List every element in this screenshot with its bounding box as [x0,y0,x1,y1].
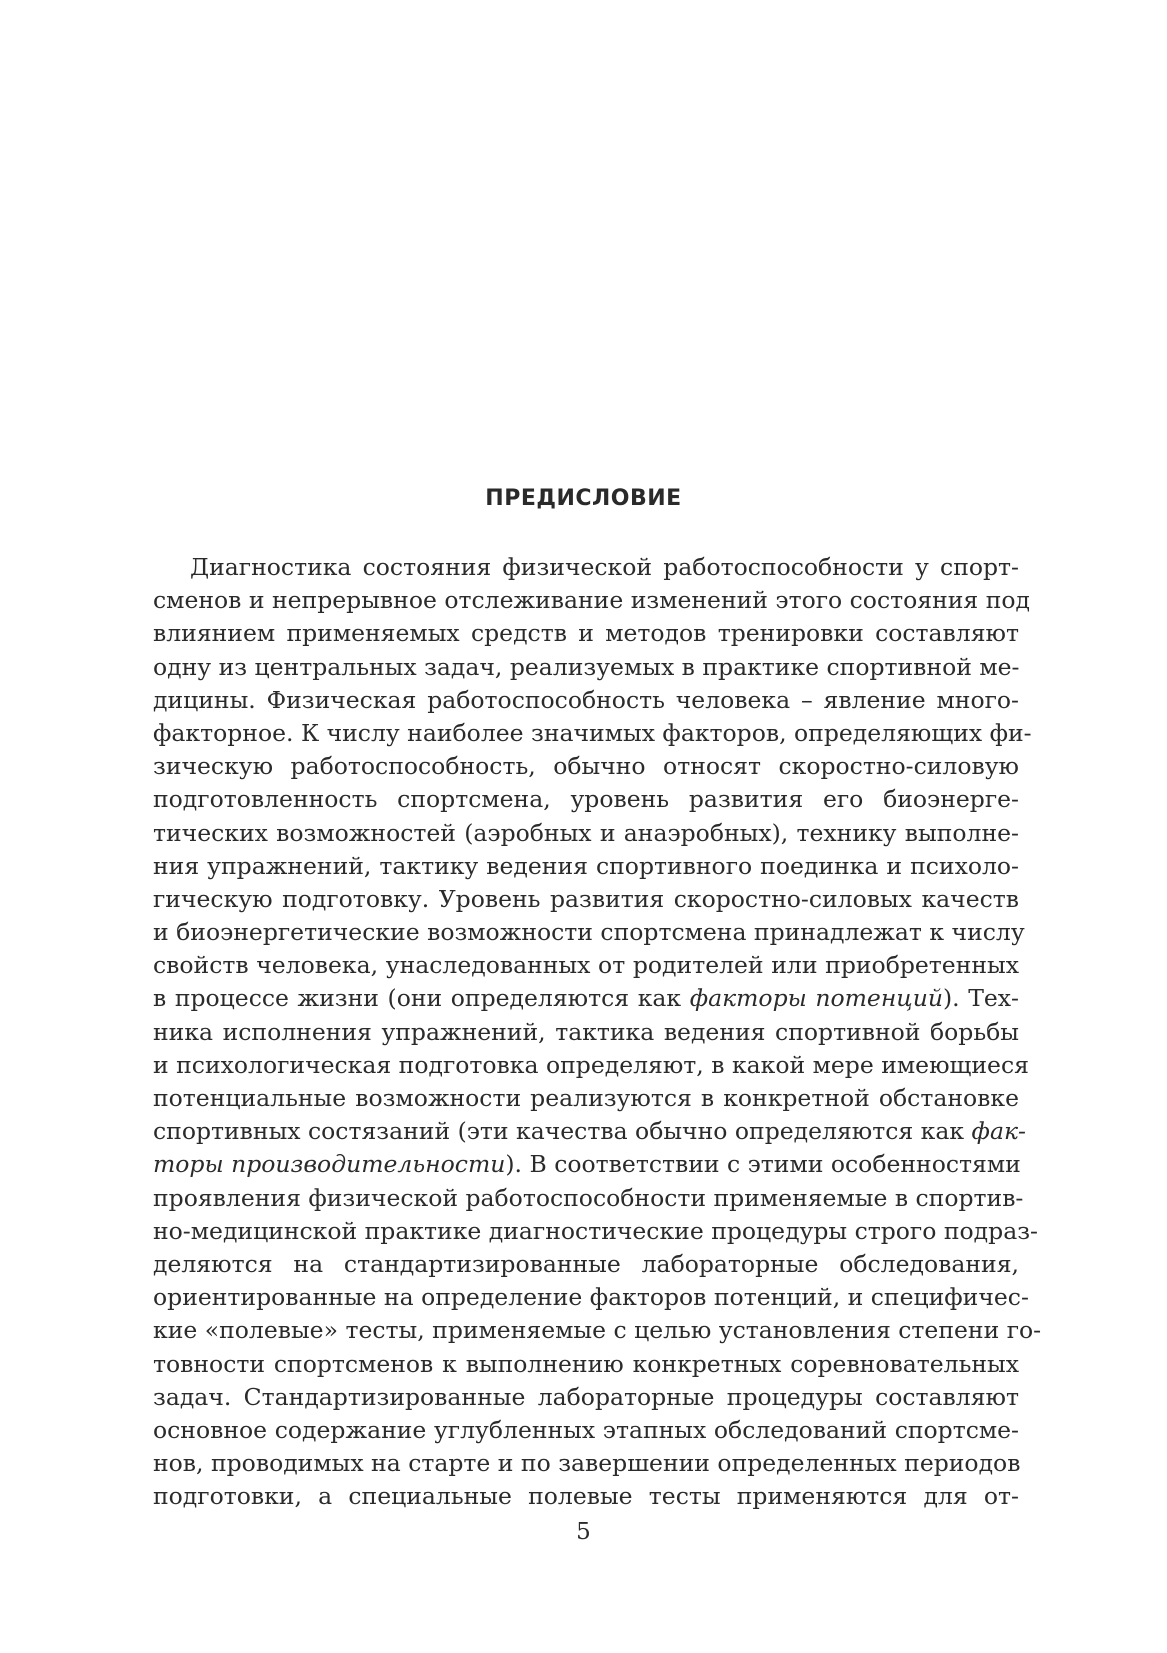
page-number: 5 [576,1519,591,1545]
text-line [153,750,1019,783]
text-line [153,1314,1042,1347]
text-segment: основное содержание углубленных этапных обследований спортсме- [153,1415,1019,1444]
text-line [153,1082,1019,1115]
text-line [153,949,1019,982]
text-segment: кие «полевые» тесты, применяемые с целью установления степени го- [153,1316,1042,1345]
text-segment: сменов и непрерывное отслеживание изменений этого состояния под [153,586,1030,615]
italic-term: факторы потенций [689,984,943,1013]
text-segment: Диагностика состояния физической работоспособности у спорт- [190,553,1019,581]
text-line [153,1480,1019,1513]
preface-body [153,551,1042,1513]
text-segment: подготовленность спортсмена, уровень развития его биоэнерге- [153,785,1019,814]
text-line [153,1182,1024,1215]
text-segment: гическую подготовку. Уровень развития скоростно-силовых качеств [153,884,1019,913]
text-line [153,617,1019,650]
text-segment: ). Тех- [942,984,1019,1013]
text-line [153,684,1019,717]
text-segment: проявления физической работоспособности применяемые в спортив- [153,1183,1024,1212]
text-line [153,1248,1019,1281]
text-segment: задач. Стандартизированные лабораторные процедуры составляют [153,1382,1019,1411]
text-segment: деляются на стандартизированные лабораторные обследования, [153,1249,1019,1278]
text-line [153,717,1032,750]
text-line [153,1049,1029,1082]
text-segment: и биоэнергетические возможности спортсмена принадлежат к числу [153,918,1025,947]
text-line [153,584,1030,617]
text-segment: но-медицинской практике диагностические процедуры строго подраз- [153,1216,1038,1245]
text-line [153,850,1019,883]
text-segment: ния упражнений, тактику ведения спортивного поединка и психоло- [153,851,1019,880]
text-line [153,1414,1019,1447]
text-segment: ориентированные на определение факторов потенций, и специфичес- [153,1283,1029,1312]
italic-term: торы производительности [153,1150,506,1179]
text-segment: факторное. К числу наиболее значимых факторов, определяющих фи- [153,718,1032,747]
text-segment: в процессе жизни (они определяются как [153,984,690,1013]
text-segment: подготовки, а специальные полевые тесты применяются для от- [153,1482,1019,1511]
italic-term: фак- [971,1117,1026,1146]
text-segment: зическую работоспособность, обычно относят скоростно-силовую [153,752,1019,781]
text-line [153,1348,1019,1381]
text-segment: свойств человека, унаследованных от родителей или приобретенных [153,951,1019,980]
text-segment: спортивных состязаний (эти качества обычно определяются как [153,1117,972,1146]
text-line [153,817,1019,850]
text-segment: ника исполнения упражнений, тактика ведения спортивной борьбы [153,1017,1019,1046]
text-segment: и психологическая подготовка определяют, в какой мере имеющиеся [153,1050,1029,1079]
text-segment: одну из центральных задач, реализуемых в практике спортивной ме- [153,652,1020,681]
text-segment: ). В соответствии с этими особенностями [505,1150,1021,1179]
text-line [153,783,1019,816]
text-segment: тических возможностей (аэробных и анаэробных), технику выполне- [153,818,1019,847]
text-line [153,1115,1026,1148]
text-line [153,883,1019,916]
text-line [153,1381,1019,1414]
text-line [153,1447,1019,1480]
text-line [153,1215,1038,1248]
text-line [153,551,1019,584]
text-segment: потенциальные возможности реализуются в конкретной обстановке [153,1084,1019,1112]
text-segment: влиянием применяемых средств и методов тренировки составляют [153,619,1019,648]
page-title: ПРЕДИСЛОВИЕ [485,486,682,511]
text-line [153,1148,1019,1181]
text-line [153,916,1025,949]
text-line [153,651,1019,684]
text-line [153,1281,1029,1314]
text-line [153,1016,1019,1049]
text-line [153,982,1019,1015]
text-segment: товности спортсменов к выполнению конкретных соревновательных [153,1349,1019,1378]
text-segment: нов, проводимых на старте и по завершении определенных периодов [153,1449,1021,1478]
text-segment: дицины. Физическая работоспособность человека – явление много- [153,685,1019,714]
